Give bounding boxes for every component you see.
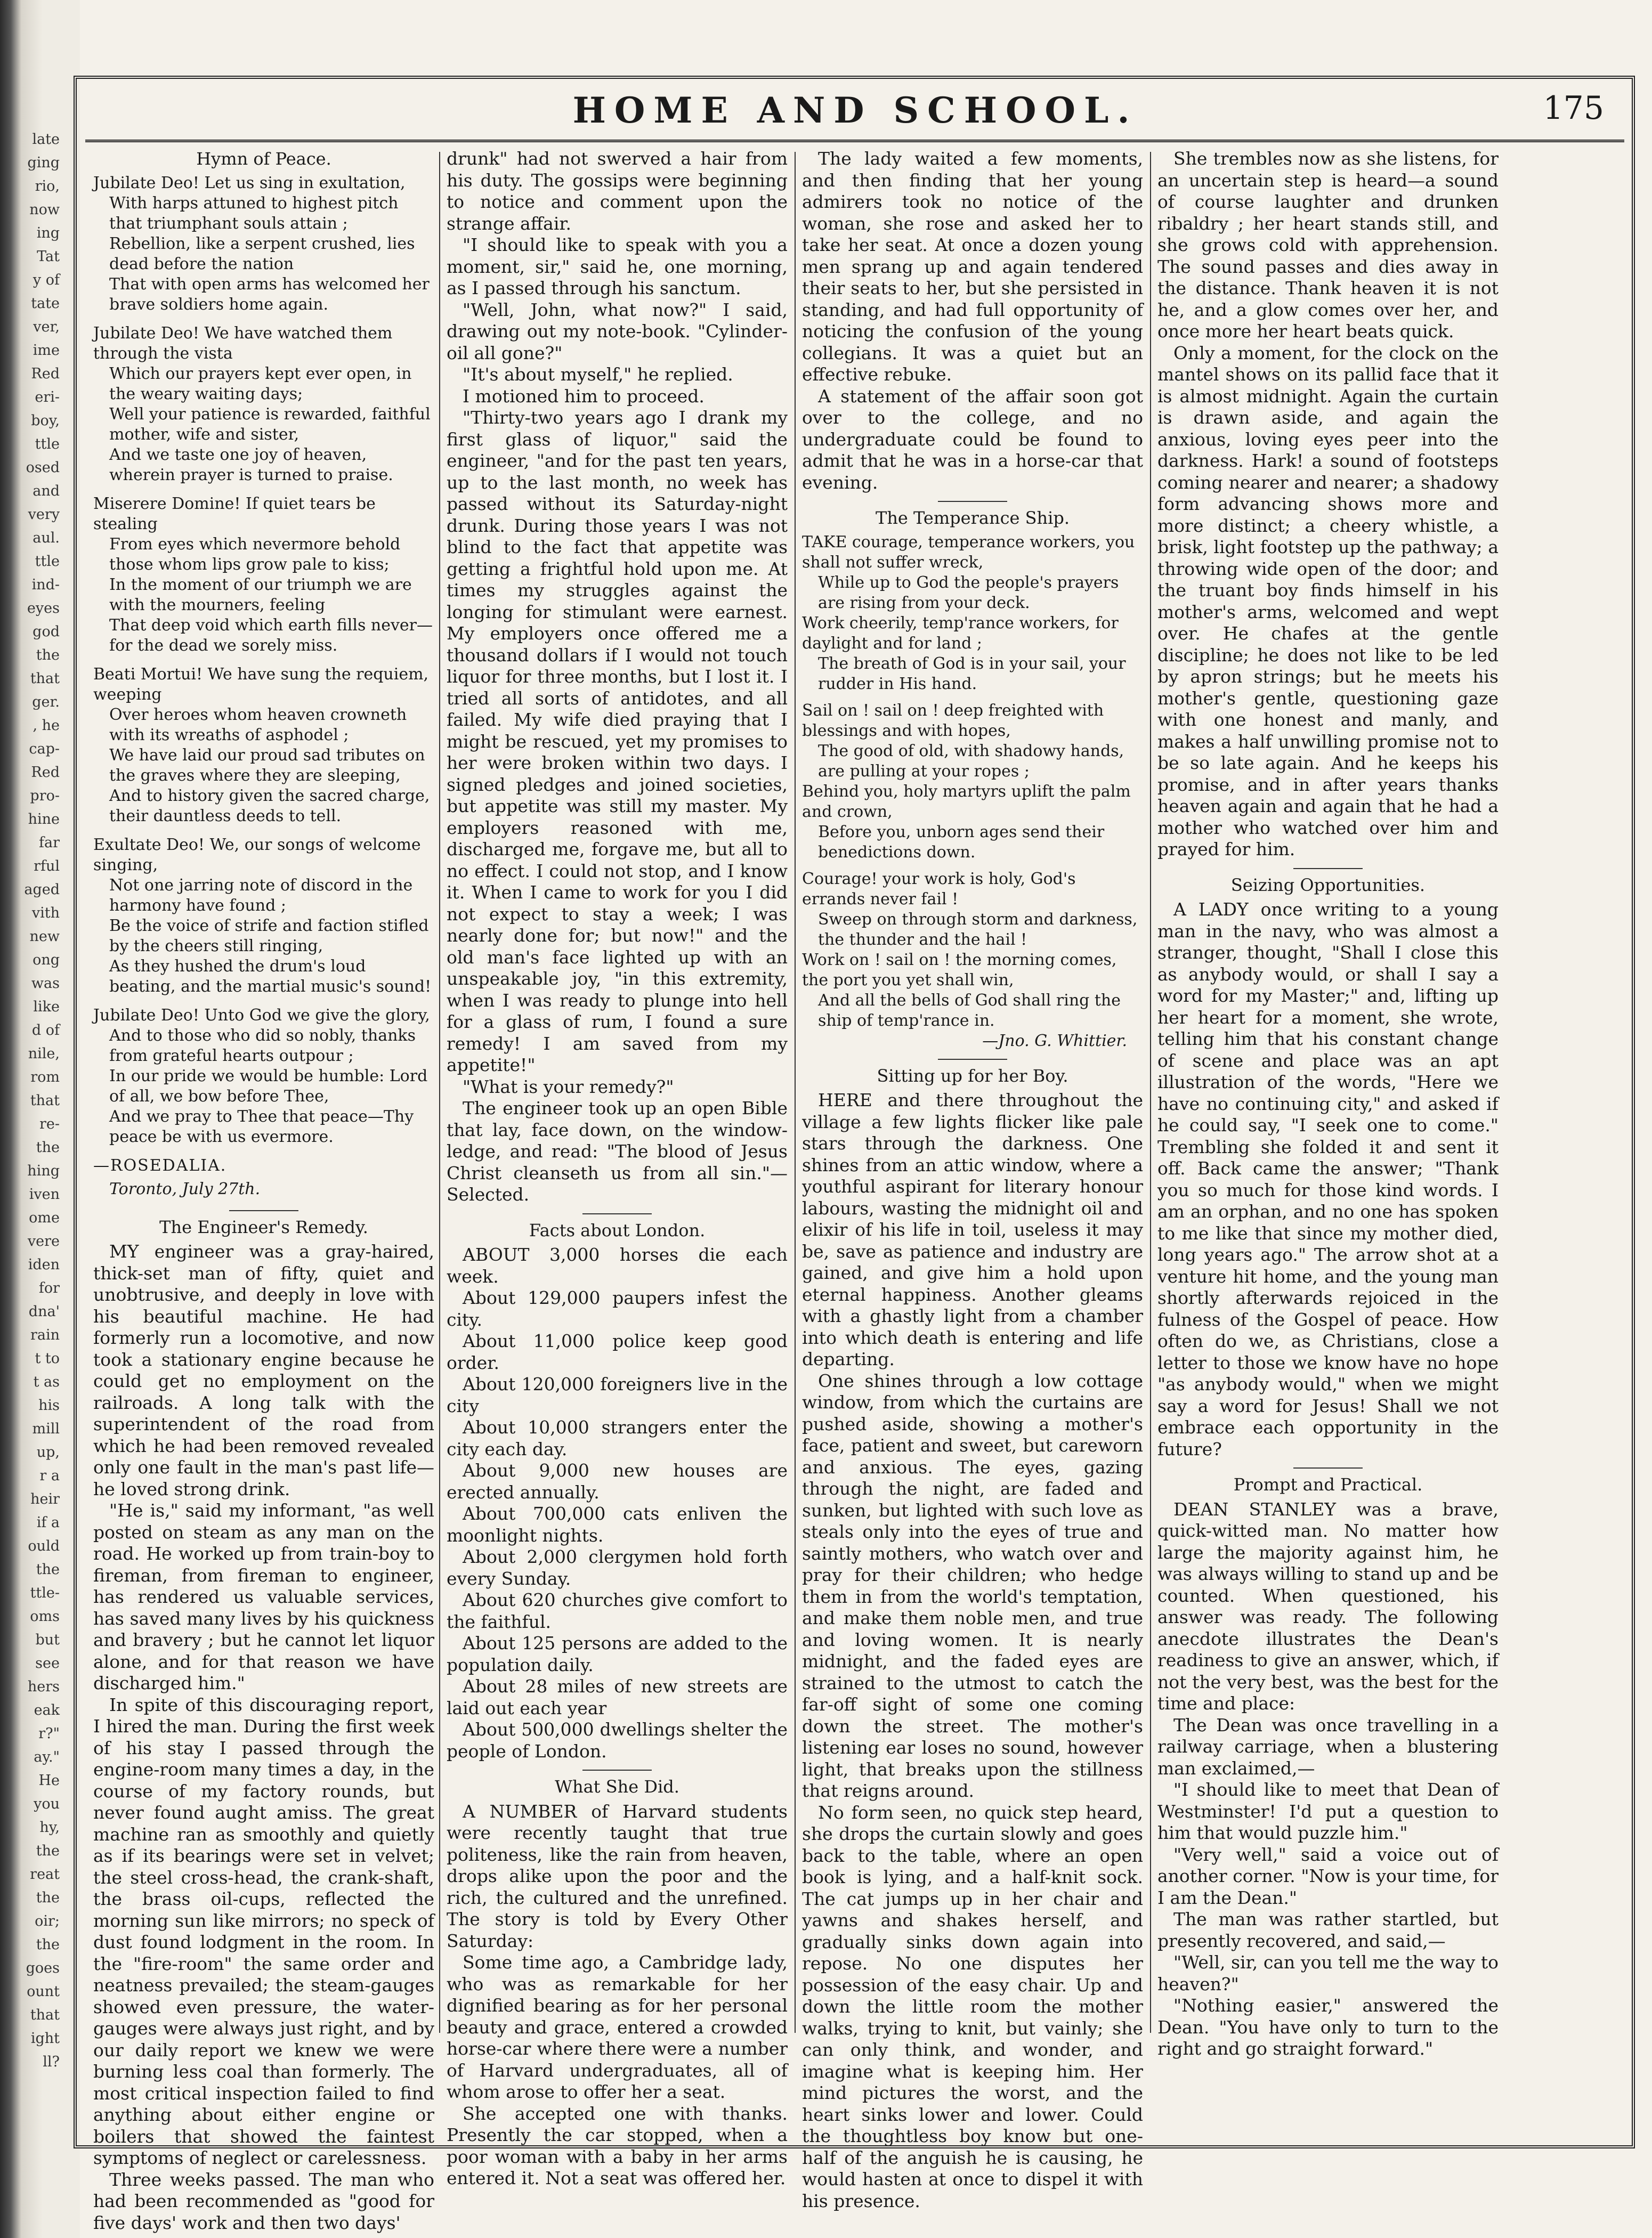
edge-fragment: you	[34, 1796, 60, 1812]
hymn-stanza	[93, 835, 434, 997]
edge-fragment: heir	[30, 1491, 60, 1507]
edge-fragment: rio,	[35, 178, 60, 194]
poem-line: Courage! your work is holy, God's errands never fail !	[802, 869, 1076, 909]
poem-line: And all the bells of God shall ring the ship of temp'rance in.	[818, 991, 1121, 1030]
verse-line: In the moment of our triumph we are with the mourners, feeling	[109, 575, 412, 614]
edge-fragment: the	[36, 1561, 60, 1578]
london-fact: About 10,000 strangers enter the city each day.	[447, 1417, 788, 1459]
column-divider	[1150, 152, 1151, 2033]
london-fact: About 620 churches give comfort to the faithful.	[447, 1590, 788, 1632]
london-fact: About 28 miles of new streets are laid out each year	[447, 1676, 788, 1718]
paragraph: "He is," said my informant, "as well posted on steam as any man on the road. He worked up from train-boy to fireman, from fireman to engineer, has rendered us valuable services, has saved many lives by his quickness and bravery ; but he cannot let liquor alone, and for that reason we have discharged him."	[93, 1500, 434, 1693]
article-title-hymn: Hymn of Peace.	[196, 149, 331, 169]
poem-line: Work on ! sail on ! the morning comes, the port you yet shall win,	[802, 950, 1117, 990]
hymn-stanza	[93, 664, 434, 826]
verse-line: And to those who did so nobly, thanks from grateful hearts outpour ;	[109, 1026, 416, 1065]
edge-fragment: re-	[39, 1116, 60, 1132]
london-fact: About 2,000 clergymen hold forth every Sunday.	[447, 1546, 788, 1589]
edge-fragment: r a	[39, 1467, 60, 1484]
verse-line: Well your patience is rewarded, faithful mother, wife and sister,	[109, 404, 431, 444]
verse-line: Jubilate Deo! Let us sing in exultation,	[93, 173, 406, 192]
edge-fragment: that	[30, 2007, 60, 2023]
london-fact: About 129,000 paupers infest the city.	[447, 1287, 788, 1330]
page-header	[80, 85, 1631, 139]
edge-fragment: new	[29, 928, 60, 945]
edge-fragment: eri-	[35, 389, 60, 406]
edge-fragment: ount	[27, 1983, 60, 2000]
edge-fragment: the	[36, 1936, 60, 1953]
verse-line: Be the voice of strife and faction stifled by the cheers still ringing,	[109, 916, 429, 955]
edge-fragment: the	[36, 1843, 60, 1859]
verse-line: Exultate Deo! We, our songs of welcome singing,	[93, 835, 421, 874]
paragraph: I motioned him to proceed.	[463, 385, 704, 407]
london-fact: About 125 persons are added to the population daily.	[447, 1633, 788, 1675]
poem-line: Sail on ! sail on ! deep freighted with blessings and with hopes,	[802, 701, 1104, 740]
edge-fragment: iven	[29, 1186, 60, 1203]
hymn-stanza	[93, 173, 434, 315]
edge-fragment: but	[35, 1632, 60, 1648]
verse-line: Jubilate Deo! We have watched them through the vista	[93, 323, 393, 363]
edge-fragment: eak	[34, 1702, 60, 1718]
edge-fragment: now	[29, 201, 60, 218]
paragraph: "Well, sir, can you tell me the way to heaven?"	[1157, 1952, 1499, 1994]
poem-line: While up to God the people's prayers are rising from your deck.	[818, 573, 1119, 612]
header-rule	[85, 140, 1624, 142]
verse-line: We have laid our proud sad tributes on the graves where they are sleeping,	[109, 745, 425, 785]
edge-fragment: aged	[24, 881, 60, 898]
paragraph: "I should like to speak with you a moment, sir," said he, one morning, as I passed through his sanctum.	[447, 234, 788, 298]
section-separator	[1293, 868, 1363, 869]
hymn-signature: —ROSEDALIA.	[93, 1156, 227, 1175]
edge-fragment: ll?	[43, 2054, 60, 2070]
section-separator	[1293, 1467, 1363, 1469]
edge-fragment: vith	[31, 905, 60, 921]
edge-fragment: , he	[33, 717, 60, 734]
london-fact: About 500,000 dwellings shelter the people of London.	[447, 1719, 788, 1762]
poem-line: Behind you, holy martyrs uplift the palm and crown,	[802, 782, 1131, 821]
paragraph: A NUMBER of Harvard students were recently taught that true politeness, like the rain from heaven, drops alike upon the poor and the rich, the cultured and the unrefined. The story is told by Every Other Saturday:	[447, 1801, 788, 1951]
verse-line: Which our prayers kept ever open, in the weary waiting days;	[109, 364, 412, 403]
hymn-dateline: Toronto, July 27th.	[109, 1179, 261, 1198]
edge-fragment: for	[38, 1280, 60, 1296]
edge-fragment: very	[28, 506, 60, 523]
paragraph: Some time ago, a Cambridge lady, who was as remarkable for her dignified bearing as for her personal beauty and grace, entered a crowded horse-car where there were a number of Harvard undergraduates, all of whom arose to offer her a seat.	[447, 1952, 788, 2102]
verse-line: From eyes which nevermore behold those whom lips grow pale to kiss;	[109, 534, 401, 574]
edge-fragment: far	[39, 834, 60, 851]
edge-fragment: if a	[36, 1514, 60, 1531]
poem-line: Work cheerily, temp'rance workers, for daylight and for land ;	[802, 613, 1119, 653]
edge-fragment: ight	[30, 2030, 60, 2047]
edge-fragment: osed	[26, 459, 60, 476]
poem-line: TAKE courage, temperance workers, you shall not suffer wreck,	[802, 532, 1135, 572]
verse-line: Rebellion, like a serpent crushed, lies dead before the nation	[109, 234, 415, 273]
section-separator	[938, 1059, 1007, 1060]
edge-fragment: the	[36, 647, 60, 663]
verse-line: Not one jarring note of discord in the harmony have found ;	[109, 875, 413, 915]
edge-fragment: ger.	[32, 694, 60, 710]
verse-line: As they hushed the drum's loud beating, and the martial music's sound!	[109, 956, 432, 996]
edge-fragment: ttle	[35, 553, 60, 570]
paragraph: "I should like to meet that Dean of Westminster! I'd put a question to him that would puzzle him."	[1157, 1779, 1499, 1843]
paragraph: A LADY once writing to a young man in the navy, who was almost a stranger, thought, "Shall I close this as anybody would, or shall I say a word for my Master;" and, lifting up her heart for a moment, she wrote, telling him that his constant change of scene and place was an apt illustration of the words, "Here we have no continuing city," and asked if he could say, "I seek one to come." Trembling she folded it and sent it off. Back came the answer; "Thank you so much for those kind words. I am an orphan, and no one has spoken to me like that since my mother died, long years ago." The arrow shot at a venture hit home, and the young man shortly afterwards rejoiced in the fulness of the Gospel of peace. How often do we, as Christians, close a letter to those we know have no hope "as anybody would," when we might say a word for Jesus! Shall we not embrace each opportunity in the future?	[1157, 899, 1499, 1459]
paragraph: One shines through a low cottage window, from which the curtains are pushed aside, showing a mother's face, patient and sweet, but careworn and anxious. The eyes, gazing through the night, are faded and sunken, but lighted with such love as steals only into the eyes of true and saintly mothers, who watch over and pray for their children; who hedge them in from the world's temptation, and make them noble men, and true and loving women. It is nearly midnight, and the faded eyes are strained to the utmost to catch the far-off sight of some one coming down the street. The mother's listening ear loses no sound, however light, that breaks upon the stillness that reigns around.	[802, 1370, 1143, 1801]
paragraph: No form seen, no quick step heard, she drops the curtain slowly and goes back to the table, where an open book is lying, and a half-knit sock. The cat jumps up in her chair and yawns and shakes herself, and gradually sinks down again into repose. No one disputes her possession of the easy chair. Up and down the little room the mother walks, trying to knit, but vainly; she can only think, and wonder, and imagine what is keeping him. Her mind pictures the worst, and the heart sinks lower and lower. Could the thoughtless boy know but one-half of the anguish he is causing, he would hasten at once to dispel it with his presence.	[802, 1802, 1143, 2211]
edge-fragment: was	[31, 975, 60, 992]
edge-fragment: the	[36, 1890, 60, 1906]
article-title-seizing: Seizing Opportunities.	[1230, 874, 1426, 895]
edge-fragment: ttle-	[30, 1585, 60, 1601]
edge-fragment: that	[30, 670, 60, 687]
edge-fragment: d of	[31, 1022, 60, 1039]
edge-fragment: his	[38, 1397, 60, 1414]
paragraph: "It's about myself," he replied.	[463, 364, 733, 385]
edge-fragment: the	[36, 1139, 60, 1156]
article-title-london: Facts about London.	[529, 1220, 706, 1240]
paragraph: "Well, John, what now?" I said, drawing out my note-book. "Cylinder-oil all gone?"	[447, 299, 788, 363]
london-fact: ABOUT 3,000 horses die each week.	[447, 1244, 788, 1287]
london-fact: About 120,000 foreigners live in the city	[447, 1374, 788, 1416]
edge-fragment: ime	[33, 342, 60, 359]
paragraph: "What is your remedy?"	[463, 1076, 674, 1097]
edge-fragment: reat	[30, 1866, 60, 1883]
edge-fragment: ay."	[34, 1749, 60, 1765]
page-number: 175	[1543, 90, 1604, 127]
paragraph: The lady waited a few moments, and then finding that her young admirers took no notice of the woman, she rose and asked her to take her seat. At once a dozen young men sprang up and again tendered their seats to her, but she persisted in standing, and had full opportunity of noticing the confusion of the young collegians. It was a quiet but an effective rebuke.	[802, 148, 1143, 385]
paragraph: A statement of the affair soon got over to the college, and no undergraduate could be found to admit that he was in a horse-car that evening.	[802, 385, 1143, 493]
london-fact: About 700,000 cats enliven the moonlight nights.	[447, 1503, 788, 1546]
edge-fragment: rain	[30, 1327, 60, 1343]
edge-fragment: late	[32, 131, 60, 148]
poem-line: The breath of God is in your sail, your rudder in His hand.	[818, 654, 1126, 693]
edge-fragment: hy,	[39, 1819, 60, 1836]
edge-fragment: pro-	[30, 788, 60, 804]
edge-fragment: ing	[36, 225, 60, 241]
paragraph: She trembles now as she listens, for an uncertain step is heard—a sound of course laughter and drunken ribaldry ; her heart stands still, and she grows cold with apprehension. The sound passes and dies away in the distance. Thank heaven it is not he, and a glow comes over her, and once more her heart beats quick.	[1157, 148, 1499, 342]
edge-fragment: ver,	[33, 319, 60, 335]
edge-fragment: ong	[33, 952, 60, 968]
paragraph: The engineer took up an open Bible that lay, face down, on the window-ledge, and read: "The blood of Jesus Christ cleanseth us from all sin."—Selected.	[447, 1098, 788, 1205]
article-title-temperance: The Temperance Ship.	[875, 508, 1070, 528]
paragraph: In spite of this discouraging report, I hired the man. During the first week of his stay I passed through the engine-room many times a day, in the course of my factory rounds, but never found aught amiss. The great machine ran as smoothly and quietly as if its bearings were set in velvet; the steel cross-head, the crank-shaft, the brass oil-cups, reflected the morning sun like mirrors; no speck of dust found lodgment in the room. In the "fire-room" the same order and neatness prevailed; the steam-gauges showed even pressure, the water-gauges were always just right, and by our daily report we knew we were burning less coal than formerly. The most critical inspection failed to find anything about either engine or boilers that showed the faintest symptoms of neglect or carelessness.	[93, 1694, 434, 2168]
edge-fragment: y of	[33, 272, 60, 288]
verse-line: Beati Mortui! We have sung the requiem, weeping	[93, 664, 429, 704]
edge-fragment: iden	[28, 1256, 60, 1273]
paragraph: The Dean was once travelling in a railway carriage, when a blustering man exclaimed,—	[1157, 1714, 1499, 1779]
paragraph: The man was rather startled, but presently recovered, and said,—	[1157, 1909, 1499, 1951]
masthead-title: HOME AND SCHOOL.	[572, 90, 1138, 131]
verse-line: Miserere Domine! If quiet tears be stealing	[93, 494, 376, 533]
verse-line: Over heroes whom heaven crowneth with its wreaths of asphodel ;	[109, 705, 407, 744]
edge-fragment: hing	[27, 1163, 60, 1179]
edge-fragment: rful	[34, 858, 60, 874]
column-divider	[439, 152, 440, 2033]
edge-fragment: god	[33, 623, 60, 640]
edge-fragment: ould	[28, 1538, 60, 1554]
edge-fragment: nile,	[28, 1045, 60, 1062]
edge-fragment: rom	[30, 1069, 60, 1085]
paragraph: Three weeks passed. The man who had been recommended as "good for five days' work and then two days'	[93, 2169, 434, 2233]
edge-fragment: ind-	[31, 577, 60, 593]
column-2	[447, 148, 788, 2188]
edge-fragment: like	[33, 999, 60, 1015]
edge-fragment: mill	[32, 1421, 60, 1437]
verse-line: That deep void which earth fills never—for the dead we sorely miss.	[109, 615, 433, 655]
edge-fragment: ttle	[35, 436, 60, 452]
verse-line: With harps attuned to highest pitch that triumphant souls attain ;	[109, 193, 399, 233]
edge-fragment: that	[30, 1092, 60, 1109]
section-separator	[582, 1213, 652, 1214]
edge-fragment: aul.	[33, 530, 60, 546]
london-fact: About 11,000 police keep good order.	[447, 1331, 788, 1373]
edge-fragment: ging	[27, 155, 60, 171]
hymn-stanza	[93, 323, 434, 485]
edge-fragment: goes	[26, 1960, 60, 1976]
edge-fragment: Red	[31, 764, 60, 781]
edge-fragment: vere	[27, 1233, 60, 1250]
edge-fragment: tate	[31, 295, 60, 312]
article-title-engineer: The Engineer's Remedy.	[159, 1217, 368, 1237]
paragraph: "Nothing easier," answered the Dean. "You have only to turn to the right and go straight forward."	[1157, 1995, 1499, 2059]
hymn-stanzas	[93, 173, 434, 1147]
paragraph: DEAN STANLEY was a brave, quick-witted man. No matter how large the majority against him, he was always willing to stand up and be counted. When questioned, his answer was ready. The following anecdote illustrates the Dean's readiness to give an answer, which, if not the very best, was the best for the time and place:	[1157, 1498, 1499, 1714]
section-separator	[582, 1770, 652, 1771]
edge-fragment: hine	[28, 811, 60, 828]
edge-fragment: up,	[36, 1444, 60, 1461]
verse-line: And we pray to Thee that peace—Thy peace be with us evermore.	[109, 1107, 414, 1146]
poem-line: The good of old, with shadowy hands, are pulling at your ropes ;	[818, 741, 1124, 781]
edge-fragment: He	[38, 1772, 60, 1789]
paragraph: HERE and there throughout the village a few lights flicker like pale stars through the darkness. One shines from an attic window, where a youthful aspirant for literary honour labours, wasting the midnight oil and elixir of his life in toil, useless it may be, save as patience and industry are gained, and give him a hold upon eternal happiness. Another gleams with a ghastly light from a chamber into which death is entering and life departing.	[802, 1090, 1143, 1369]
adjacent-page-fragments	[0, 128, 60, 2070]
edge-fragment: eyes	[27, 600, 60, 617]
article-title-what-she-did: What She Did.	[555, 1777, 679, 1797]
edge-fragment: t as	[33, 1374, 60, 1390]
poem-line: Sweep on through storm and darkness, the thunder and the hail !	[818, 910, 1138, 949]
verse-line: In our pride we would be humble: Lord of all, we bow before Thee,	[109, 1066, 428, 1106]
column-3	[802, 148, 1143, 2211]
edge-fragment: ome	[29, 1210, 60, 1226]
edge-fragment: dna'	[28, 1303, 60, 1320]
london-facts-list	[447, 1244, 788, 1762]
poem-line: Before you, unborn ages send their benedictions down.	[818, 822, 1105, 862]
edge-fragment: boy,	[31, 412, 60, 429]
london-fact: About 9,000 new houses are erected annually.	[447, 1460, 788, 1503]
column-divider	[795, 152, 796, 2033]
hymn-stanza	[93, 1006, 434, 1147]
paragraph: drunk" had not swerved a hair from his duty. The gossips were beginning to notice and comment upon the strange affair.	[447, 148, 788, 234]
paragraph: She accepted one with thanks. Presently the car stopped, when a poor woman with a baby in her arms entered it. Not a seat was offered her.	[447, 2103, 788, 2188]
article-title-sitting-up: Sitting up for her Boy.	[877, 1065, 1068, 1086]
temperance-poem	[802, 532, 1143, 1031]
section-separator	[938, 501, 1007, 502]
edge-fragment: oir;	[35, 1913, 60, 1929]
edge-fragment: t to	[35, 1350, 60, 1367]
paragraph: "Very well," said a voice out of another corner. "Now is your time, for I am the Dean."	[1157, 1844, 1499, 1908]
edge-fragment: r?"	[38, 1725, 60, 1742]
paragraph: MY engineer was a gray-haired, thick-set man of fifty, quiet and unobtrusive, and deeply in love with his beautiful machine. He had formerly run a locomotive, and now took a stationary engine because he could get no employment on the railroads. A long talk with the superintendent of the road from which he had been removed revealed only one fault in the man's past life—he loved strong drink.	[93, 1241, 434, 1499]
verse-line: That with open arms has welcomed her brave soldiers home again.	[109, 274, 430, 314]
verse-line: Jubilate Deo! Unto God we give the glory,	[93, 1006, 430, 1025]
paragraph: "Thirty-two years ago I drank my first glass of liquor," said the engineer, "and for the past ten years, up to the last month, no week has passed without its Saturday-night drunk. During those years I was not blind to the fact that appetite was getting a frightful hold upon me. At times my struggles against the longing for stimulant were earnest. My employers once offered me a thousand dollars if I would not touch liquor for three months, but I lost it. I tried all sorts of antidotes, and all failed. My wife died praying that I might be rescued, yet my promises to her were broken within two days. I signed pledges and joined societies, but appetite was still my master. My employers reasoned with me, discharged me, forgave me, but all to no effect. I could not stop, and I know it. When I came to work for you I did not expect to stay a week; I was nearly done for; but now!" and the old man's face lighted up with an unspeakable joy, "in this extremity, when I was ready to plunge into hell for a glass of rum, I found a sure remedy! I am saved from my appetite!"	[447, 407, 788, 1075]
edge-fragment: and	[33, 483, 60, 499]
edge-fragment: hers	[27, 1678, 60, 1695]
article-title-prompt: Prompt and Practical.	[1233, 1474, 1423, 1495]
edge-fragment: see	[35, 1655, 60, 1672]
column-1	[93, 148, 434, 2233]
verse-line: And to history given the sacred charge, their dauntless deeds to tell.	[109, 786, 430, 825]
verse-line: And we taste one joy of heaven, wherein prayer is turned to praise.	[109, 445, 393, 484]
hymn-stanza	[93, 494, 434, 656]
section-separator	[229, 1210, 298, 1211]
edge-fragment: cap-	[29, 741, 60, 757]
poem-credit: —Jno. G. Whittier.	[982, 1031, 1127, 1050]
edge-fragment: Tat	[37, 248, 60, 265]
edge-fragment: oms	[30, 1608, 60, 1625]
edge-fragment: Red	[31, 366, 60, 382]
paragraph: Only a moment, for the clock on the mantel shows on its pallid face that it is almost midnight. Again the curtain is drawn aside, and again the anxious, loving eyes peer into the darkness. Hark! a sound of footsteps coming nearer and nearer; a shadowy form advancing shows more and more distinct; a cheery whistle, a brisk, light footstep up the pathway; a throwing wide open of the door; and the truant boy finds himself in his mother's arms, welcomed and wept over. He chafes at the gentle discipline; he does not like to be led by apron strings; but he meets his mother's gentle, questioning gaze with one honest and manly, and makes a half unwilling promise not to be so late again. And he keeps his promise, and in after years thanks heaven again and again that he had a mother who watched over him and prayed for him.	[1157, 342, 1499, 859]
column-4	[1157, 148, 1499, 2059]
